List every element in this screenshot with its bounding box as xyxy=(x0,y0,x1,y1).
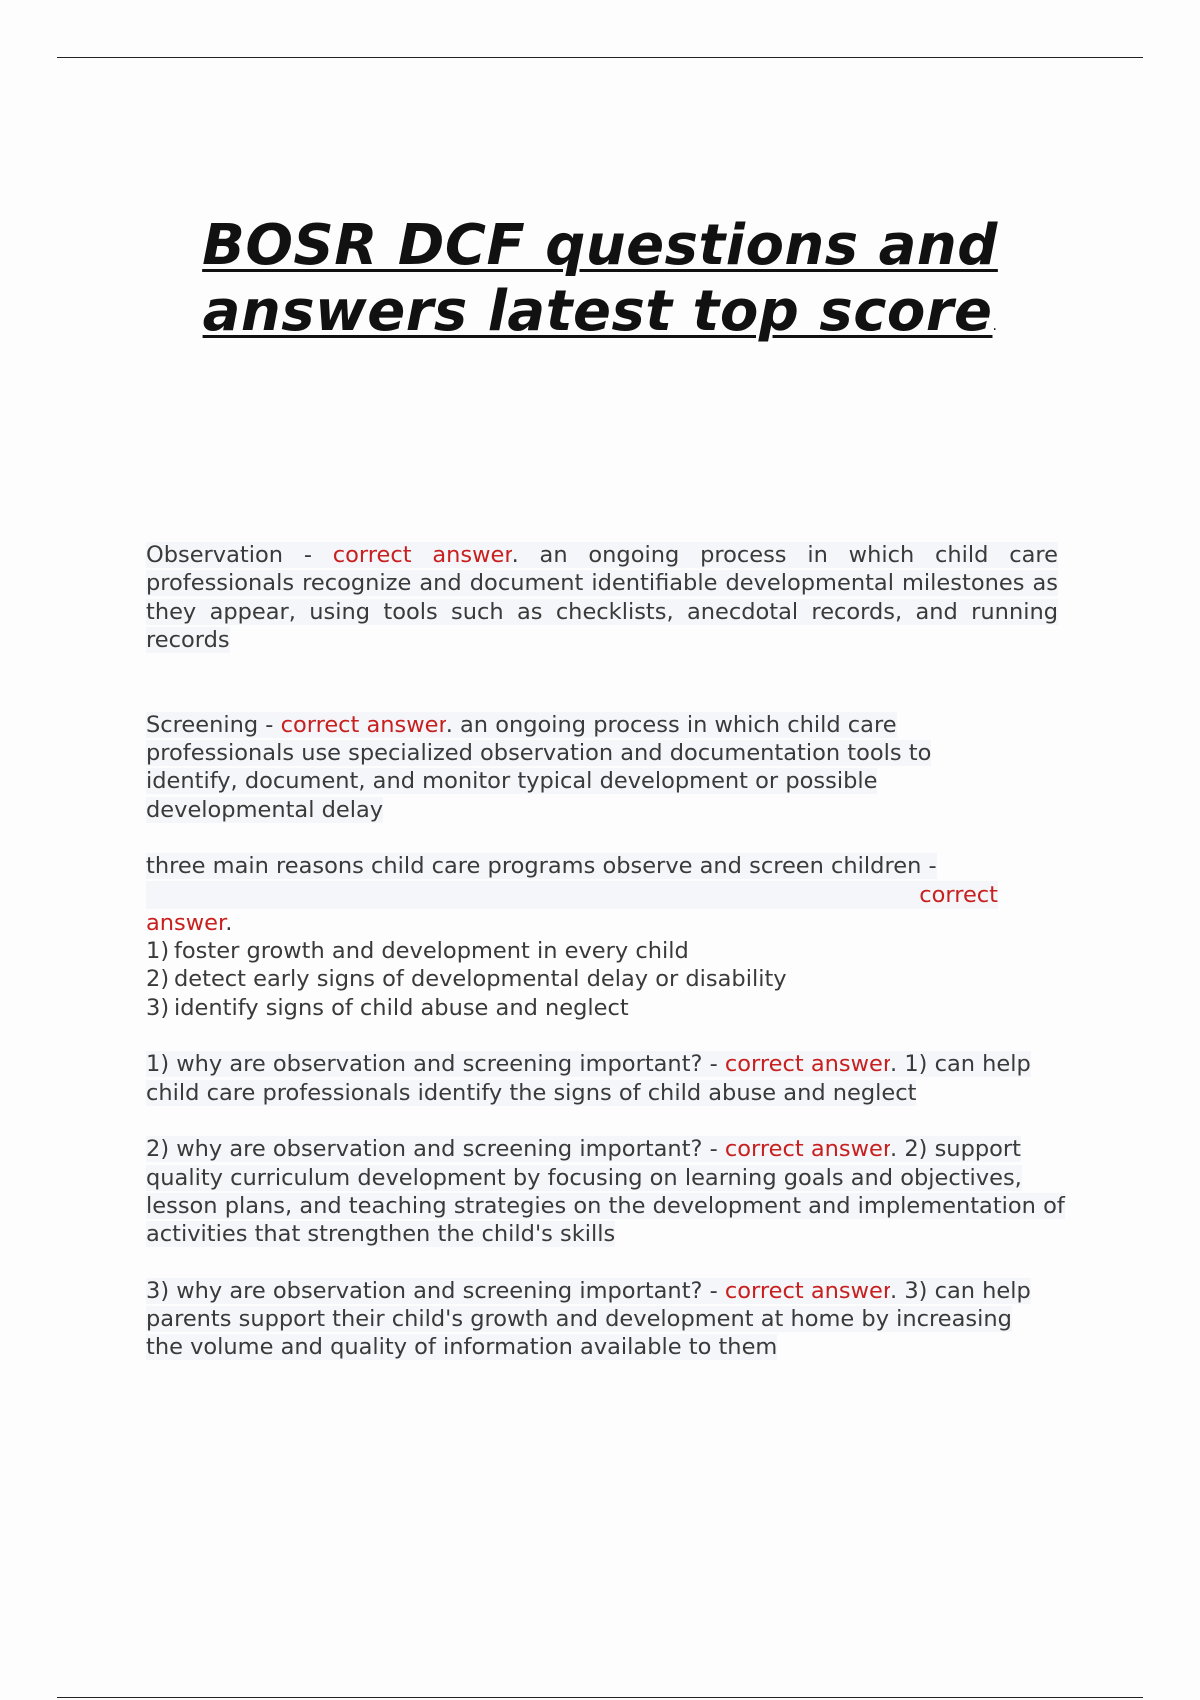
correct-answer-label: correct answer xyxy=(724,1277,891,1304)
entry-answer: . 2) support quality curriculum development by focusing on learning goals and objectives, lesson plans, and teaching strategies on the development and implementation of activities that strengthen the child's skills xyxy=(146,1136,1065,1248)
qa-entry xyxy=(146,852,998,1022)
list-item: 3) identify signs of child abuse and neglect xyxy=(146,994,629,1021)
entry-answer: . 3) can help parents support their child's growth and development at home by increasing the volume and quality of information available to them xyxy=(146,1277,1031,1361)
top-rule xyxy=(57,57,1143,58)
qa-entry xyxy=(146,541,1058,682)
list-item: 2) detect early signs of developmental delay or disability xyxy=(146,966,787,993)
label-tail: . xyxy=(225,909,233,936)
qa-entry xyxy=(146,1277,1046,1362)
entry-term: 2) why are observation and screening important? - xyxy=(146,1136,725,1163)
correct-answer-label: correct answer xyxy=(724,1136,891,1163)
title-dot: . xyxy=(992,318,998,334)
title-line-1: BOSR DCF questions and xyxy=(202,213,998,278)
correct-answer-label: correct answer xyxy=(332,542,512,568)
bottom-rule xyxy=(57,1697,1143,1698)
entry-answer: . an ongoing process in which child care professionals use specialized observation and documentation tools to identify, document, and monitor typical development or possible developmental delay xyxy=(146,711,932,823)
entry-term: 1) why are observation and screening important? - xyxy=(146,1051,725,1078)
entry-term: 3) why are observation and screening important? - xyxy=(146,1277,725,1304)
list-item: 1) foster growth and development in every child xyxy=(146,938,689,965)
entry-term: Screening - xyxy=(146,711,281,738)
title-line-2: answers latest top score xyxy=(202,279,993,344)
qa-list xyxy=(146,541,1065,1390)
correct-answer-label: correct xyxy=(146,881,998,909)
page-title xyxy=(120,213,1080,359)
correct-answer-label: correct answer xyxy=(280,711,446,738)
entry-answer: . an ongoing process in which child care professionals recognize and document identifiable developmental milestones as they appear, using tools such as checklists, anecdotal records, and running records xyxy=(146,542,1059,653)
entry-term: three main reasons child care programs observe and screen children - xyxy=(146,853,937,880)
qa-entry xyxy=(146,1135,1096,1248)
entry-answer: . 1) can help child care professionals identify the signs of child abuse and neglect xyxy=(146,1051,1031,1106)
entry-term: Observation - xyxy=(146,542,333,568)
qa-entry xyxy=(146,711,1006,824)
qa-entry xyxy=(146,1050,1046,1107)
correct-answer-label: correct answer xyxy=(724,1051,891,1078)
correct-answer-label-cont: answer xyxy=(146,909,226,936)
